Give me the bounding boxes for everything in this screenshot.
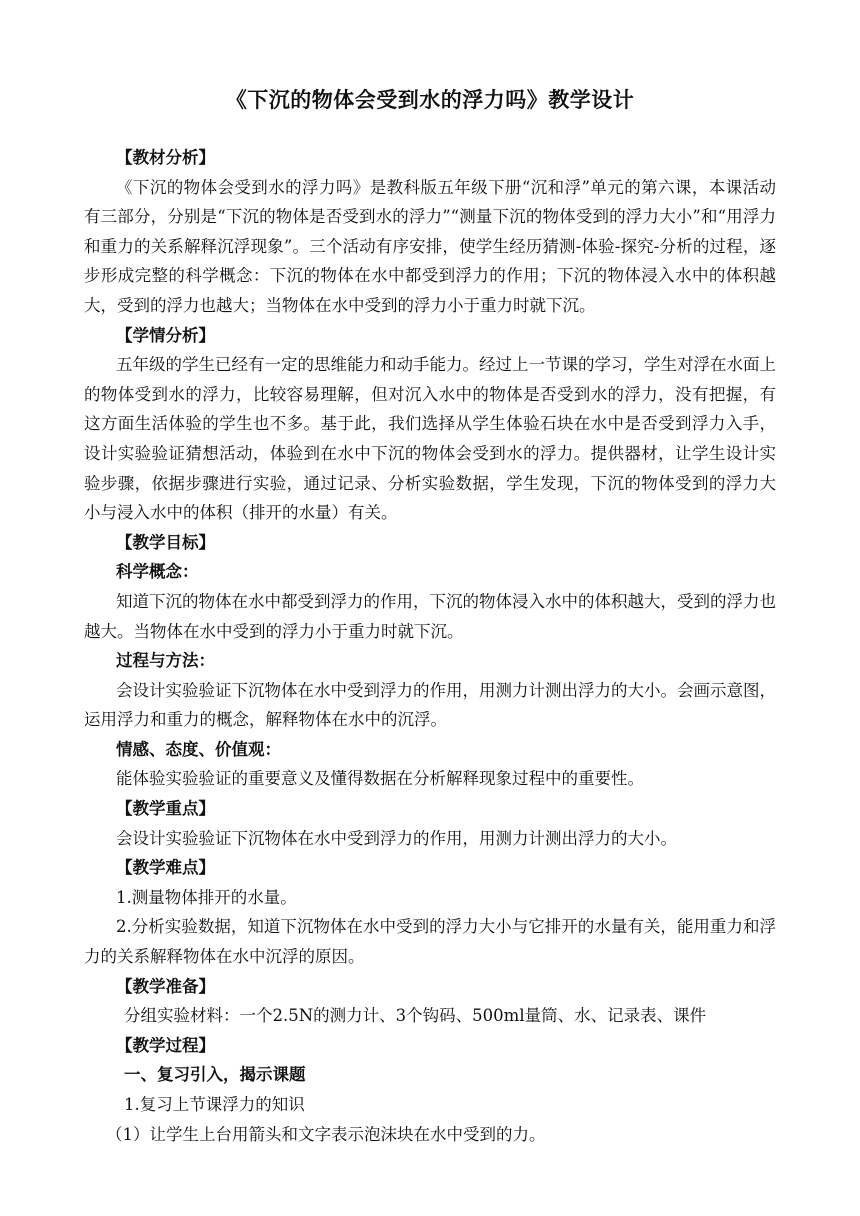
preparation-text: 分组实验材料：一个2.5N的测力计、3个钩码、500ml量筒、水、记录表、课件: [124, 1006, 707, 1026]
heading-preparation: 【教学准备】: [116, 976, 215, 996]
goal-attitude-text: 能体验实验验证的重要意义及懂得数据在分析解释现象过程中的重要性。: [116, 769, 644, 789]
process-step-1: 1.复习上节课浮力的知识: [124, 1095, 305, 1114]
heading-student-analysis: 【学情分析】: [116, 325, 215, 345]
difficult-item-2: 2.分析实验数据，知道下沉物体在水中受到的浮力大小与它排开的水量有关，能用重力和浮力的关系解释物体在水中沉浮的原因。: [84, 917, 776, 967]
difficult-item-1: 1.测量物体排开的水量。: [116, 887, 297, 907]
document-body: [84, 143, 776, 1149]
heading-difficult-points: 【教学难点】: [116, 858, 215, 878]
heading-key-points: 【教学重点】: [116, 799, 215, 819]
key-points-text: 会设计实验验证下沉物体在水中受到浮力的作用，用测力计测出浮力的大小。: [116, 828, 677, 848]
process-sub-1: （1）让学生上台用箭头和文字表示泡沫块在水中受到的力。: [106, 1124, 546, 1144]
textbook-analysis-text: 《下沉的物体会受到水的浮力吗》是教科版五年级下册“沉和浮”单元的第六课，本课活动有三部分，分别是“下沉的物体是否受到水的浮力”“测量下沉的物体受到的浮力大小”和“用浮力和重力的关系解释沉浮现象”。三个活动有序安排，使学生经历猜测-体验-探究-分析的过程，逐步形成完整的科学概念：下沉的物体在水中都受到浮力的作用；下沉的物体浸入水中的体积越大，受到的浮力也越大；当物体在水中受到的浮力小于重力时就下沉。: [84, 177, 776, 315]
heading-textbook-analysis: 【教材分析】: [116, 148, 215, 167]
process-part-1: 一、复习引入，揭示课题: [124, 1065, 306, 1085]
goal-attitude-label: 情感、态度、价值观：: [116, 739, 281, 759]
goal-concept-label: 科学概念：: [116, 562, 199, 582]
document-title: 《下沉的物体会受到水的浮力吗》教学设计: [225, 88, 635, 112]
heading-teaching-process: 【教学过程】: [116, 1035, 215, 1055]
student-analysis-text: 五年级的学生已经有一定的思维能力和动手能力。经过上一节课的学习，学生对浮在水面上的物体受到水的浮力，比较容易理解，但对沉入水中的物体是否受到水的浮力，没有把握，有这方面生活体验的学生也不多。基于此，我们选择从学生体验石块在水中是否受到浮力入手，设计实验验证猜想活动，体验到在水中下沉的物体会受到水的浮力。提供器材，让学生设计实验步骤，依据步骤进行实验，通过记录、分析实验数据，学生发现，下沉的物体受到的浮力大小与浸入水中的体积（排开的水量）有关。: [84, 355, 776, 523]
heading-teaching-goals: 【教学目标】: [116, 532, 215, 552]
goal-process-label: 过程与方法：: [116, 651, 215, 671]
goal-process-text: 会设计实验验证下沉物体在水中受到浮力的作用，用测力计测出浮力的大小。会画示意图，运用浮力和重力的概念，解释物体在水中的沉浮。: [84, 680, 776, 730]
goal-concept-text: 知道下沉的物体在水中都受到浮力的作用，下沉的物体浸入水中的体积越大，受到的浮力也越大。当物体在水中受到的浮力小于重力时就下沉。: [84, 591, 776, 641]
